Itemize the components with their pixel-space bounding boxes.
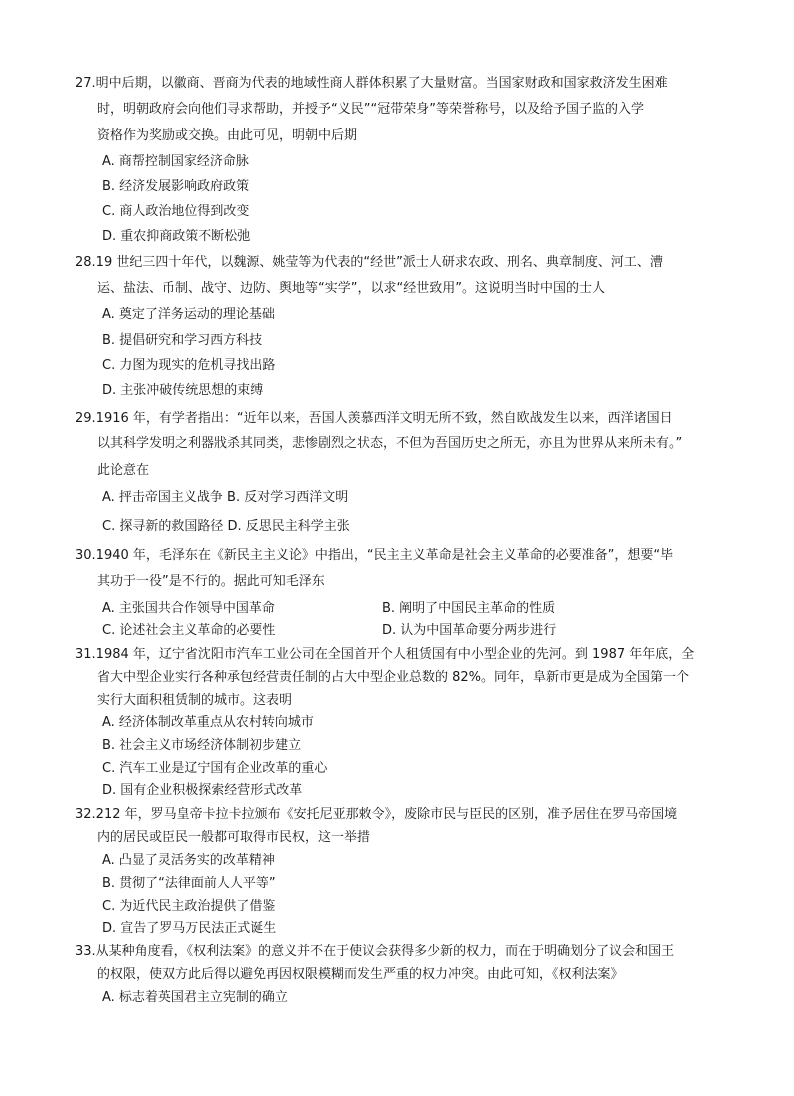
question-33-line-1: 33.从某种角度看，《权利法案》的意义并不在于使议会获得多少新的权力，而在于明确划分了议会和国王 <box>75 944 675 959</box>
question-27-option-b: B. 经济发展影响政府政策 <box>102 179 250 194</box>
question-28-line-1: 28.19 世纪三四十年代，以魏源、姚莹等为代表的“经世”派士人研求农政、刑名、典章制度、河工、漕 <box>75 255 663 270</box>
question-29-line-3: 此论意在 <box>97 463 150 478</box>
question-27-line-3: 资格作为奖励或交换。由此可见，明朝中后期 <box>97 128 358 143</box>
question-28-option-d: D. 主张冲破传统思想的束缚 <box>102 383 264 398</box>
question-27-line-1: 27.明中后期，以徽商、晋商为代表的地域性商人群体积累了大量财富。当国家财政和国家救济发生困难 <box>75 76 668 91</box>
question-28-option-c: C. 力图为现实的危机寻找出路 <box>102 358 276 373</box>
question-29-options-cd: C. 探寻新的救国路径 D. 反思民主科学主张 <box>102 519 350 534</box>
question-30-option-a: A. 主张国共合作领导中国革命 <box>102 601 275 616</box>
question-30-line-2: 其功于一役”是不行的。据此可知毛泽东 <box>97 574 325 589</box>
question-32-option-b: B. 贯彻了“法律面前人人平等” <box>102 876 276 891</box>
question-32-option-a: A. 凸显了灵活务实的改革精神 <box>102 853 275 868</box>
question-30-option-c: C. 论述社会主义革命的必要性 <box>102 623 276 638</box>
question-32-line-2: 内的居民或臣民一般都可取得市民权，这一举措 <box>97 830 371 845</box>
question-29-options-ab: A. 抨击帝国主义战争 B. 反对学习西洋文明 <box>102 490 349 505</box>
question-28-line-2: 运、盐法、币制、战守、边防、舆地等“实学”，以求“经世致用”。这说明当时中国的士人 <box>97 281 605 296</box>
question-27-line-2: 时，明朝政府会向他们寻求帮助，并授予“义民”“冠带荣身”等荣誉称号，以及给予国子监的入学 <box>97 102 644 117</box>
question-31-option-b: B. 社会主义市场经济体制初步建立 <box>102 738 302 753</box>
question-30-line-1: 30.1940 年，毛泽东在《新民主主义论》中指出，“民主主义革命是社会主义革命的必要准备”，想要“毕 <box>75 548 674 563</box>
question-31-line-3: 实行大面积租赁制的城市。这表明 <box>97 693 293 708</box>
question-32-option-c: C. 为近代民主政治提供了借鉴 <box>102 899 276 914</box>
question-31-option-a: A. 经济体制改革重点从农村转向城市 <box>102 715 314 730</box>
question-33-line-2: 的权限，使双方此后得以避免再因权限模糊而发生严重的权力冲突。由此可知，《权利法案》 <box>97 967 624 982</box>
question-32-option-d: D. 宣告了罗马万民法正式诞生 <box>102 921 277 936</box>
question-31-option-d: D. 国有企业积极探索经营形式改革 <box>102 783 303 798</box>
question-29-line-1: 29.1916 年，有学者指出：“近年以来，吾国人羡慕西洋文明无所不致，然自欧战发生以来，西洋诸国日 <box>75 411 673 426</box>
question-31-line-1: 31.1984 年，辽宁省沈阳市汽车工业公司在全国首开个人租赁国有中小型企业的先河。到 1987 年年底，全 <box>75 647 695 662</box>
question-27-option-c: C. 商人政治地位得到改变 <box>102 204 250 219</box>
question-33-option-a: A. 标志着英国君主立宪制的确立 <box>102 990 288 1005</box>
question-28-option-a: A. 奠定了洋务运动的理论基础 <box>102 307 275 322</box>
question-27-option-a: A. 商帮控制国家经济命脉 <box>102 154 249 169</box>
question-30-option-b: B. 阐明了中国民主革命的性质 <box>382 601 556 616</box>
question-31-line-2: 省大中型企业实行各种承包经营责任制的占大中型企业总数的 82%。同年，阜新市更是成为全国第一个 <box>97 670 690 685</box>
question-28-option-b: B. 提倡研究和学习西方科技 <box>102 333 263 348</box>
question-30-option-d: D. 认为中国革命要分两步进行 <box>382 623 557 638</box>
question-27-option-d: D. 重农抑商政策不断松弛 <box>102 229 251 244</box>
question-29-line-2: 以其科学发明之利器戕杀其同类，悲惨剧烈之状态，不但为吾国历史之所无，亦且为世界从来所未有。” <box>97 436 683 451</box>
question-32-line-1: 32.212 年，罗马皇帝卡拉卡拉颁布《安托尼亚那敕令》，废除市民与臣民的区别，准予居住在罗马帝国境 <box>75 807 678 822</box>
question-31-option-c: C. 汽车工业是辽宁国有企业改革的重心 <box>102 761 328 776</box>
